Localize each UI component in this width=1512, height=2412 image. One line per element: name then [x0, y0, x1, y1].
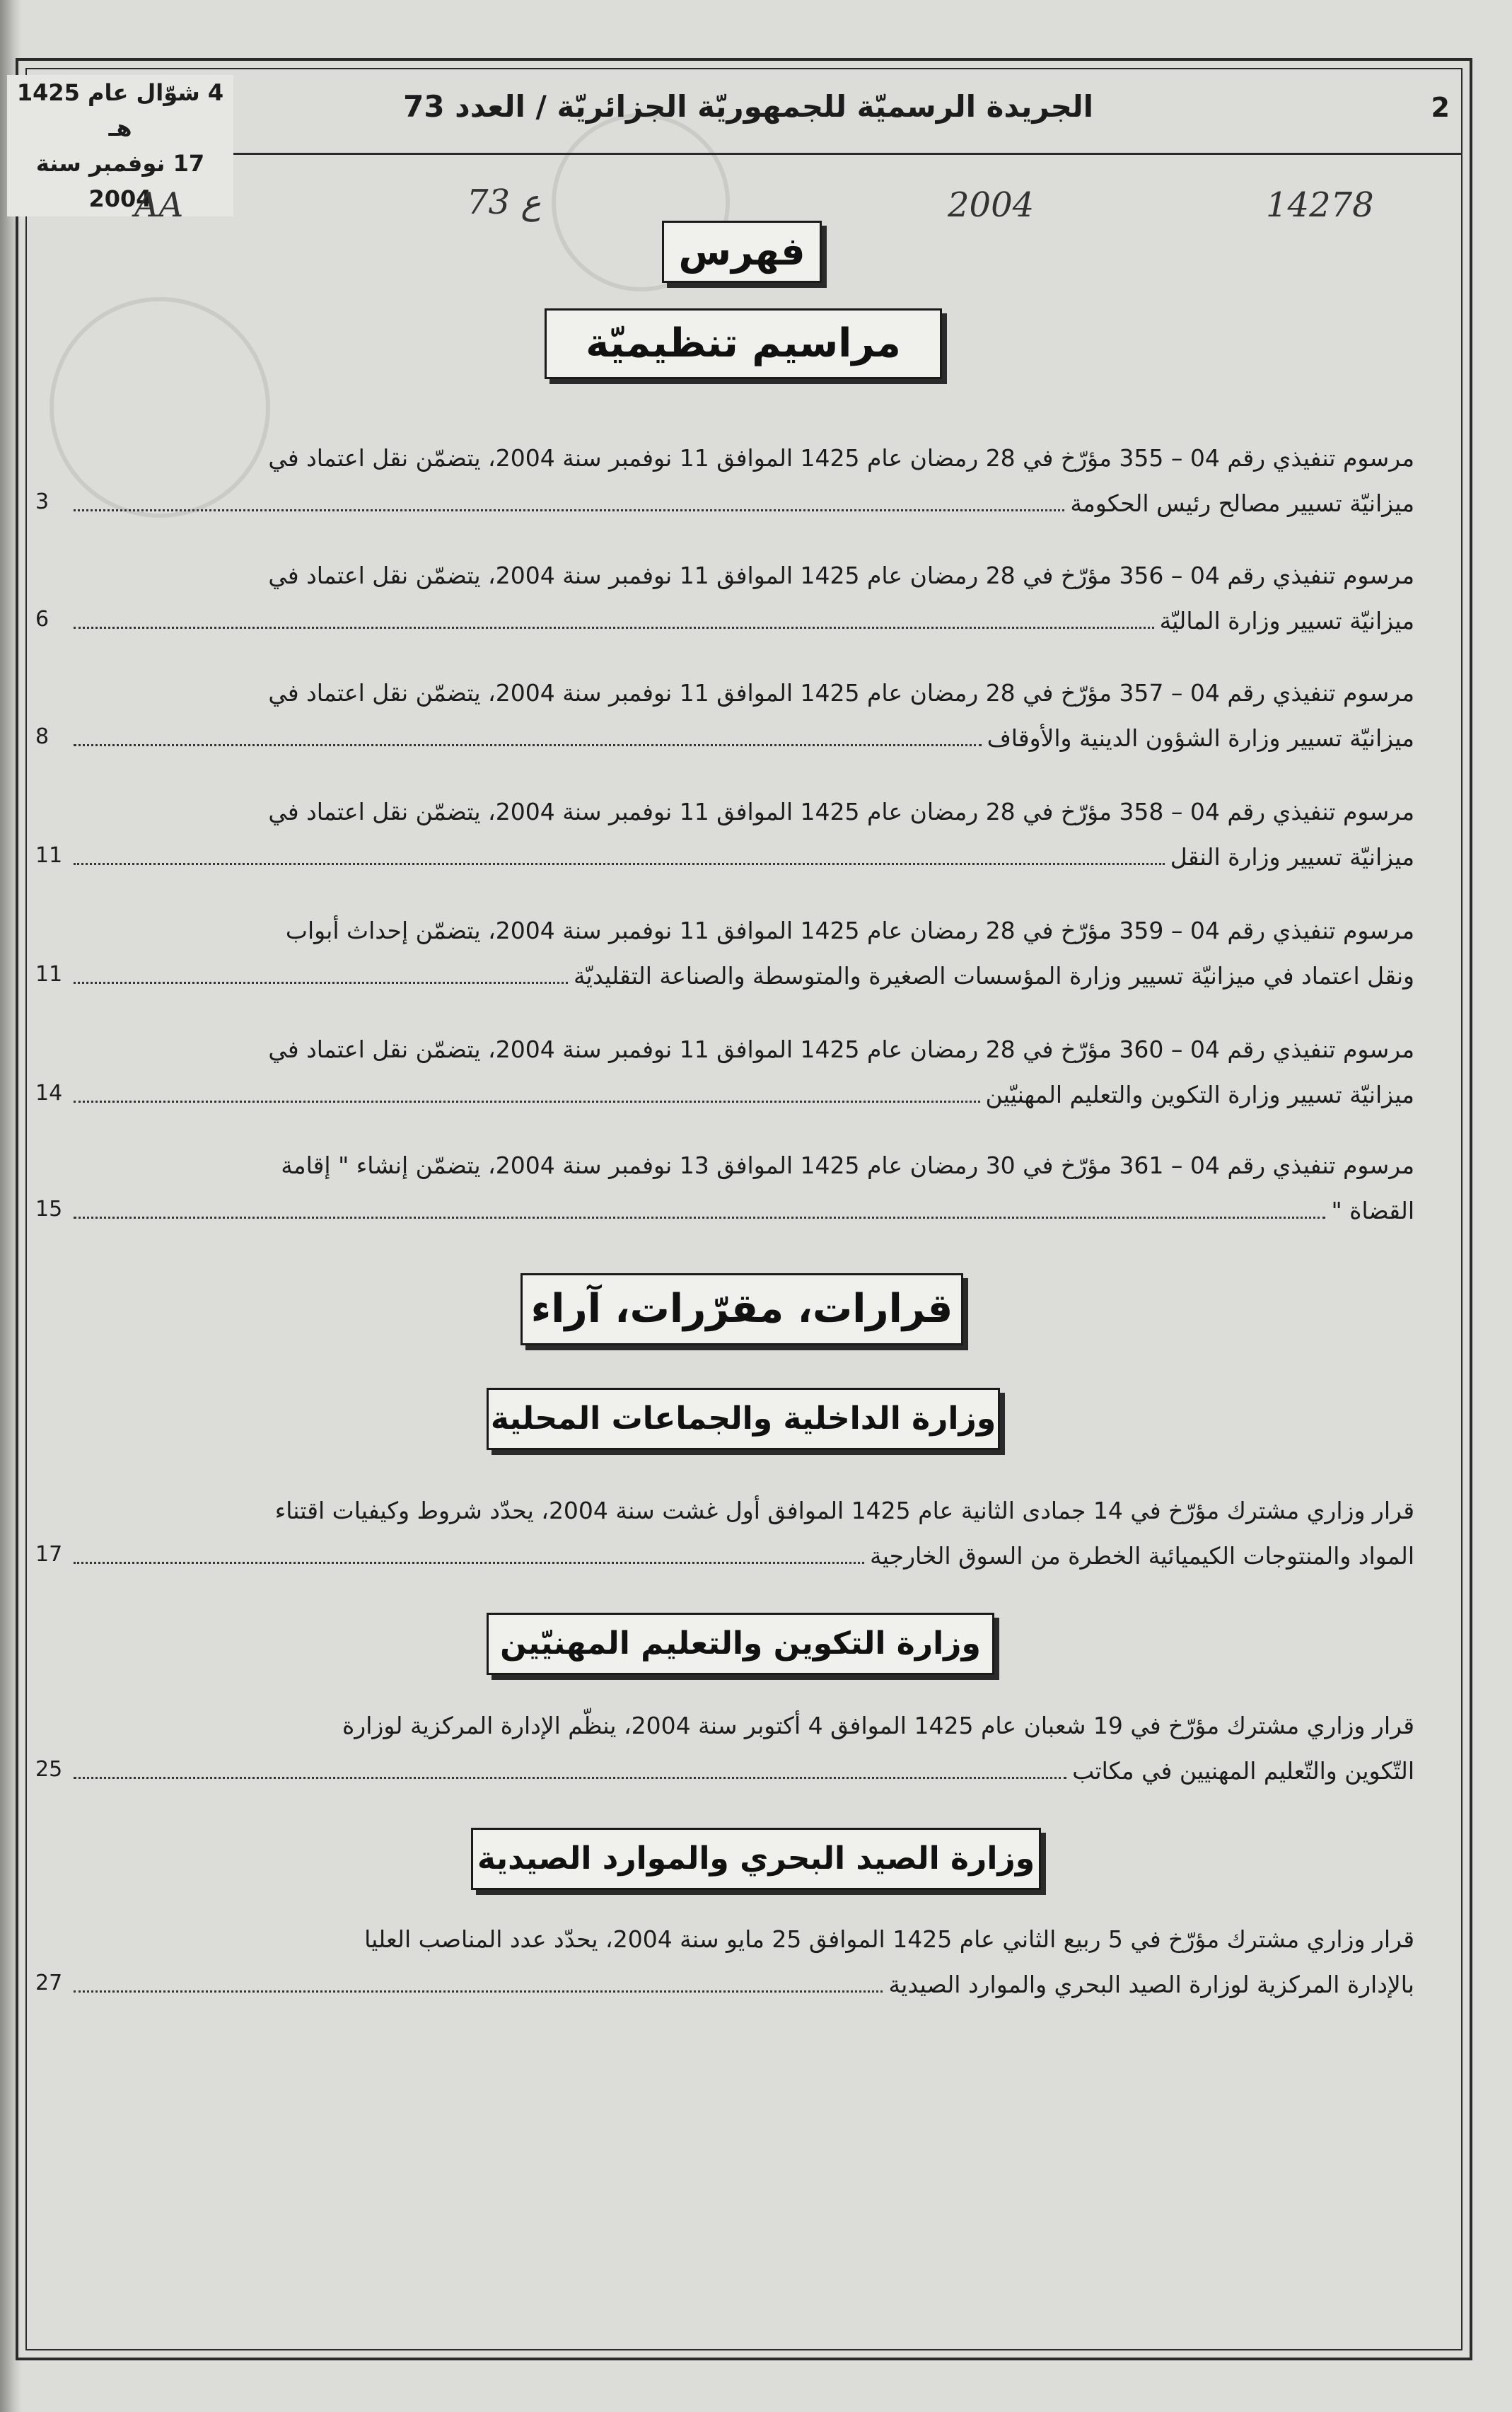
- entry-line1: مرسوم تنفيذي رقم 04 – 360 مؤرّخ في 28 رمضان عام 1425 الموافق 11 نوفمبر سنة 2004، يتضمّن نقل اعتماد في: [268, 1036, 1414, 1063]
- gregorian-date: 17 نوفمبر سنة 2004: [35, 150, 205, 212]
- toc-entry[interactable]: [68, 908, 1414, 999]
- handwritten-mark-left: AA: [134, 185, 184, 225]
- entry-page-number: 3: [35, 489, 50, 514]
- entry-page-number: 11: [35, 843, 63, 868]
- entry-line1: مرسوم تنفيذي رقم 04 – 359 مؤرّخ في 28 رمضان عام 1425 الموافق 11 نوفمبر سنة 2004، يتضمّن إحداث أبواب: [285, 917, 1414, 944]
- entry-line2: التّكوين والتّعليم المهنيين في مكاتب: [1072, 1757, 1414, 1785]
- toc-entry[interactable]: [68, 1488, 1414, 1579]
- entry-page-number: 27: [35, 1971, 63, 1995]
- entry-line2: ميزانيّة تسيير وزارة التكوين والتعليم المهنيّين: [985, 1081, 1414, 1108]
- leader-dots: [74, 982, 568, 984]
- gazette-title: الجريدة الرسميّة للجمهوريّة الجزائريّة / العدد 73: [403, 89, 1093, 124]
- leader-dots: [74, 1777, 1066, 1779]
- leader-dots: [74, 509, 1064, 511]
- leader-dots: [74, 1990, 883, 1993]
- leader-dots: [74, 1562, 864, 1564]
- handwritten-year: 2004: [948, 185, 1035, 225]
- toc-entry[interactable]: [68, 1143, 1414, 1234]
- entry-line1: مرسوم تنفيذي رقم 04 – 357 مؤرّخ في 28 رمضان عام 1425 الموافق 11 نوفمبر سنة 2004، يتضمّن نقل اعتماد في: [268, 679, 1414, 707]
- section-title-decisions: قرارات، مقرّرات، آراء: [521, 1273, 963, 1345]
- entry-line1: مرسوم تنفيذي رقم 04 – 358 مؤرّخ في 28 رمضان عام 1425 الموافق 11 نوفمبر سنة 2004، يتضمّن نقل اعتماد في: [268, 798, 1414, 825]
- entry-page-number: 25: [35, 1757, 63, 1782]
- toc-entry[interactable]: [68, 671, 1414, 761]
- leader-dots: [74, 744, 982, 746]
- entry-line2: ميزانيّة تسيير وزارة النقل: [1170, 843, 1414, 871]
- toc-entry[interactable]: [68, 1703, 1414, 1794]
- toc-entry[interactable]: [68, 436, 1414, 526]
- entry-page-number: 11: [35, 962, 63, 987]
- entry-page-number: 15: [35, 1197, 63, 1222]
- entry-line1: مرسوم تنفيذي رقم 04 – 361 مؤرّخ في 30 رمضان عام 1425 الموافق 13 نوفمبر سنة 2004، يتضمّن إنشاء " إقامة: [281, 1152, 1414, 1179]
- entry-line2: ميزانيّة تسيير وزارة الماليّة: [1159, 607, 1414, 634]
- entry-line2: ميزانيّة تسيير مصالح رئيس الحكومة: [1070, 489, 1414, 517]
- hijri-date: 4 شوّال عام 1425 هـ: [16, 79, 224, 141]
- leader-dots: [74, 863, 1165, 865]
- index-title: فهرس: [662, 221, 822, 283]
- page-number: 2: [1431, 92, 1450, 123]
- entry-line1: مرسوم تنفيذي رقم 04 – 355 مؤرّخ في 28 رمضان عام 1425 الموافق 11 نوفمبر سنة 2004، يتضمّن نقل اعتماد في: [268, 444, 1414, 472]
- entry-page-number: 17: [35, 1542, 63, 1567]
- handwritten-issue: 73 ع: [467, 182, 541, 222]
- entry-line2: المواد والمنتوجات الكيميائية الخطرة من السوق الخارجية: [870, 1542, 1414, 1570]
- entry-line1: قرار وزاري مشترك مؤرّخ في 5 ربيع الثاني عام 1425 الموافق 25 مايو سنة 2004، يحدّد عدد المناصب العليا: [364, 1925, 1414, 1953]
- section-title-decrees: مراسيم تنظيميّة: [545, 308, 942, 379]
- toc-entry[interactable]: [68, 1917, 1414, 2007]
- toc-entry[interactable]: [68, 553, 1414, 644]
- entry-line1: قرار وزاري مشترك مؤرّخ في 19 شعبان عام 1425 الموافق 4 أكتوبر سنة 2004، ينظّم الإدارة المركزية لوزارة: [342, 1712, 1414, 1739]
- entry-page-number: 6: [35, 607, 50, 632]
- entry-line2: القضاة ": [1331, 1197, 1414, 1224]
- entry-line2: ونقل اعتماد في ميزانيّة تسيير وزارة المؤسسات الصغيرة والمتوسطة والصناعة التقليديّة: [573, 962, 1414, 990]
- entry-line1: قرار وزاري مشترك مؤرّخ في 14 جمادى الثانية عام 1425 الموافق أول غشت سنة 2004، يحدّد شروط وكيفيات اقتناء: [274, 1497, 1414, 1524]
- toc-entry[interactable]: [68, 789, 1414, 880]
- ministry-title-vocational-training: وزارة التكوين والتعليم المهنيّين: [487, 1613, 994, 1675]
- header-date: [7, 75, 233, 216]
- leader-dots: [74, 1217, 1325, 1219]
- leader-dots: [74, 627, 1154, 629]
- entry-line2: بالإدارة المركزية لوزارة الصيد البحري والموارد الصيدية: [888, 1971, 1414, 1998]
- handwritten-number: 14278: [1266, 185, 1374, 225]
- ministry-title-fisheries: وزارة الصيد البحري والموارد الصيدية: [471, 1828, 1041, 1890]
- ministry-title-interior: وزارة الداخلية والجماعات المحلية: [487, 1388, 1000, 1450]
- entry-page-number: 8: [35, 724, 50, 749]
- leader-dots: [74, 1101, 980, 1103]
- entry-line1: مرسوم تنفيذي رقم 04 – 356 مؤرّخ في 28 رمضان عام 1425 الموافق 11 نوفمبر سنة 2004، يتضمّن نقل اعتماد في: [268, 562, 1414, 589]
- toc-entry[interactable]: [68, 1027, 1414, 1118]
- entry-page-number: 14: [35, 1081, 63, 1106]
- entry-line2: ميزانيّة تسيير وزارة الشؤون الدينية والأوقاف: [987, 724, 1414, 752]
